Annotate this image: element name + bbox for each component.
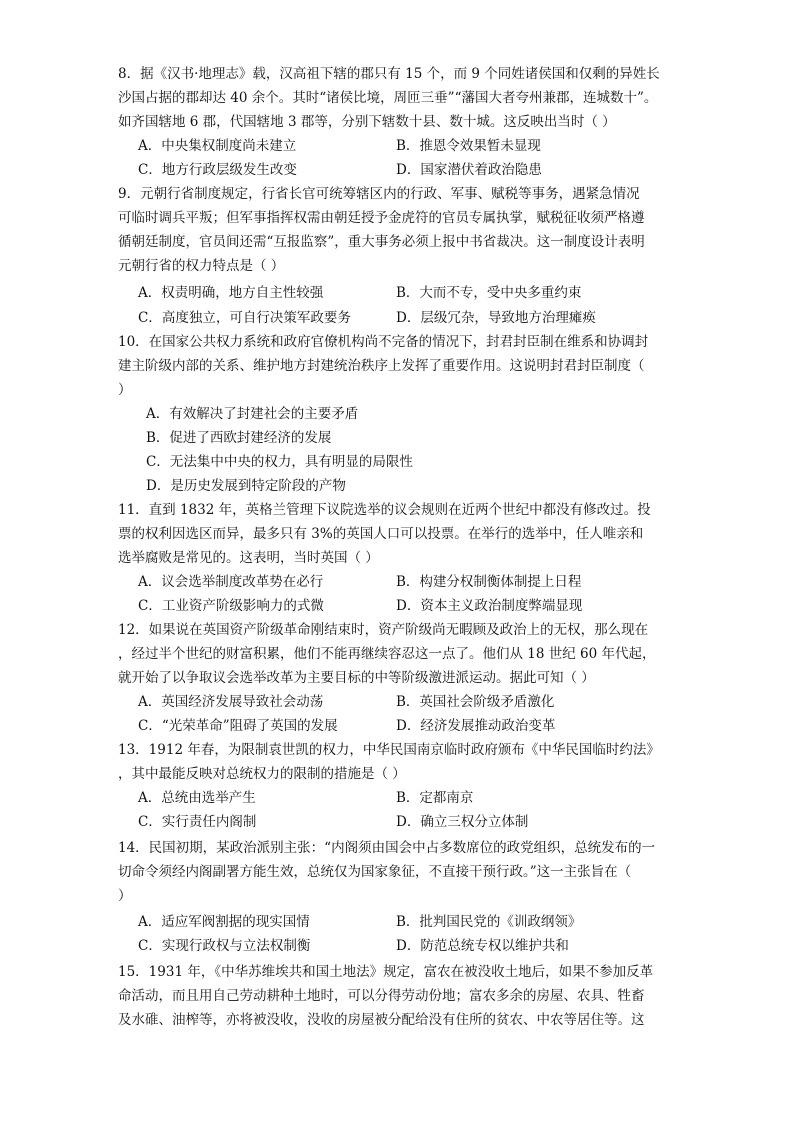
question-12-line-1: 12．如果说在英国资产阶级革命刚结束时，资产阶级尚无暇顾及政治上的无权，那么现在 (118, 622, 649, 638)
question-11-line-3: 选举腐败是常见的。这表明，当时英国（ ） (118, 550, 379, 566)
question-11-line-1: 11．直到 1832 年，英格兰管理下议院选举的议会规则在近两个世纪中都没有修改过。投 (118, 502, 651, 518)
question-14-option-b: B．批判国民党的《训政纲领》 (396, 914, 582, 930)
question-13-option-c: C．实行责任内阁制 (138, 814, 257, 830)
question-14-option-a: A．适应军阀割据的现实国情 (138, 914, 310, 930)
question-9-option-c: C．高度独立，可自行决策军政要务 (138, 310, 351, 326)
question-11-option-b: B．构建分权制衡体制提上日程 (396, 574, 582, 590)
question-8-option-c: C．地方行政层级发生改变 (138, 162, 297, 178)
question-12-option-a: A．英国经济发展导致社会动荡 (138, 694, 324, 710)
question-8-line-1: 8．据《汉书·地理志》载，汉高祖下辖的郡只有 15 个，而 9 个同姓诸侯国和仅剩的异姓长 (118, 66, 660, 82)
question-8-option-a: A．中央集权制度尚未建立 (138, 138, 297, 154)
question-13-option-d: D．确立三权分立体制 (396, 814, 529, 830)
question-14-option-d: D．防范总统专权以维护共和 (396, 938, 569, 954)
question-12-line-2: ，经过半个世纪的财富积累，他们不能再继续容忍这一点了。他们从 18 世纪 60 年代起， (118, 646, 656, 662)
question-10-option-a: A．有效解决了封建社会的主要矛盾 (146, 406, 359, 422)
question-12-option-d: D．经济发展推动政治变革 (396, 718, 556, 734)
question-13-option-a: A．总统由选举产生 (138, 790, 256, 806)
question-11-option-a: A．议会选举制度改革势在必行 (138, 574, 324, 590)
question-11-option-d: D．资本主义政治制度弊端显现 (396, 598, 583, 614)
question-9-line-4: 元朝行省的权力特点是（ ） (118, 258, 285, 274)
question-15-line-3: 及水碓、油榨等，亦将被没收，没收的房屋被分配给没有住所的贫农、中农等居住等。这 (118, 1012, 645, 1028)
question-15-line-1: 15．1931 年，《中华苏维埃共和国土地法》规定，富农在被没收土地后，如果不参加反革 (118, 964, 654, 980)
question-8-line-2: 沙国占据的郡却达 40 余个。其时“诸侯比境，周匝三垂”“藩国大者夸州兼郡，连城数十”。 (118, 90, 658, 106)
question-12-option-b: B．英国社会阶级矛盾激化 (396, 694, 555, 710)
question-10-line-1: 10．在国家公共权力系统和政府官僚机构尚不完备的情况下，封君封臣制在维系和协调封 (118, 334, 649, 350)
question-15-line-2: 命活动，而且用自己劳动耕种土地时，可以分得劳动份地；富农多余的房屋、农具、牲畜 (118, 988, 645, 1004)
question-11-option-c: C．工业资产阶级影响力的式微 (138, 598, 324, 614)
question-9-line-2: 可临时调兵平叛；但军事指挥权需由朝廷授予金虎符的官员专属执掌，赋税征收须严格遵 (118, 210, 645, 226)
question-10-line-3: ） (118, 382, 132, 398)
question-12-option-c: C．“光荣革命”阻碍了英国的发展 (138, 718, 338, 734)
question-10-option-d: D．是历史发展到特定阶段的产物 (146, 478, 346, 494)
question-14-option-c: C．实现行政权与立法权制衡 (138, 938, 311, 954)
question-10-option-b: B．促进了西欧封建经济的发展 (146, 430, 332, 446)
question-13-option-b: B．定都南京 (396, 790, 474, 806)
question-10-option-c: C．无法集中中央的权力，具有明显的局限性 (146, 454, 413, 470)
question-8-option-d: D．国家潜伏着政治隐患 (396, 162, 542, 178)
question-14-line-1: 14．民国初期，某政治派别主张：“内阁须由国会中占多数席位的政党组织，总统发布的一 (118, 840, 656, 856)
question-8-line-3: 如齐国辖地 6 郡，代国辖地 3 郡等，分别下辖数十县、数十城。这反映出当时（ ） (118, 114, 616, 130)
question-11-line-2: 票的权利因选区而异，最多只有 3%的英国人口可以投票。在举行的选举中，任人唯亲和 (118, 526, 644, 542)
question-9-line-3: 循朝廷制度，官员间还需“互报监察”，重大事务必须上报中书省裁决。这一制度设计表明 (118, 234, 645, 250)
question-9-line-1: 9．元朝行省制度规定，行省长官可统筹辖区内的行政、军事、赋税等事务，遇紧急情况 (118, 186, 640, 202)
question-12-line-3: 就开始了以争取议会选举改革为主要目标的中等阶级激进派运动。据此可知（ ） (118, 670, 595, 686)
question-9-option-a: A．权责明确，地方自主性较强 (138, 285, 324, 301)
question-13-line-2: ，其中最能反映对总统权力的限制的措施是（ ） (118, 766, 406, 782)
question-14-line-3: ） (118, 888, 132, 904)
question-10-line-2: 建主阶级内部的关系、维护地方封建统治秩序上发挥了重要作用。这说明封君封臣制度（ (118, 358, 645, 374)
question-9-option-b: B．大而不专，受中央多重约束 (396, 285, 582, 301)
question-13-line-1: 13．1912 年春，为限制袁世凯的权力，中华民国南京临时政府颁布《中华民国临时约法》 (118, 742, 660, 758)
question-14-line-2: 切命令须经内阁副署方能生效，总统仅为国家象征，不直接干预行政。”这一主张旨在（ (118, 864, 632, 880)
question-8-option-b: B．推恩令效果暂未显现 (396, 138, 541, 154)
question-9-option-d: D．层级冗杂，导致地方治理瘫痪 (396, 310, 596, 326)
